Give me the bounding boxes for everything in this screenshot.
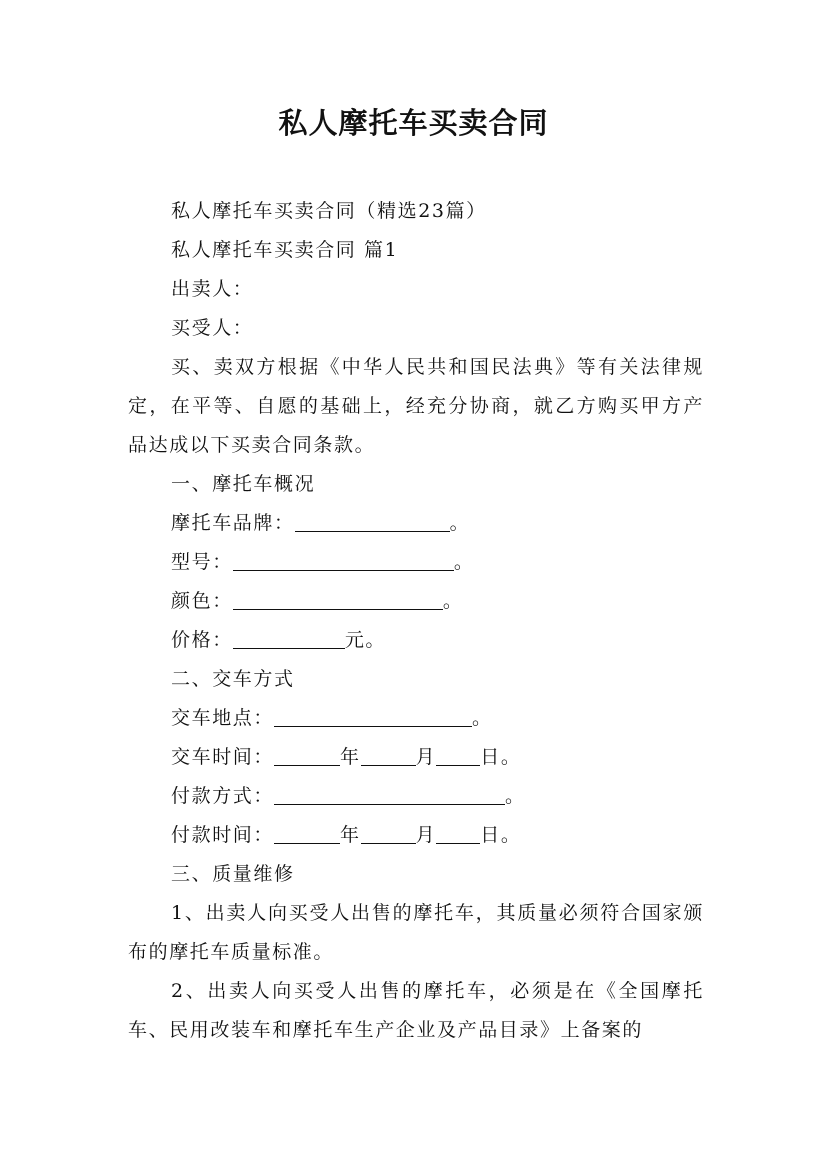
section-title: 私人摩托车买卖合同 篇1	[171, 239, 399, 261]
payment-day-label: 日。	[480, 824, 522, 846]
price-unit: 元。	[344, 629, 387, 651]
delivery-time-line	[128, 738, 704, 777]
payment-month-label: 月	[415, 824, 437, 846]
subtitle: 私人摩托车买卖合同（精选23篇）	[171, 200, 487, 222]
price-line	[128, 621, 704, 660]
brand-label: 摩托车品牌：	[171, 512, 295, 534]
delivery-day-label: 日。	[480, 746, 522, 768]
delivery-time-label: 交车时间：	[171, 746, 275, 768]
price-blank	[233, 628, 345, 649]
buyer-line: 买受人：	[171, 317, 254, 339]
payment-method-period: 。	[505, 785, 526, 807]
payment-year-label: 年	[340, 824, 361, 846]
payment-method-line	[128, 777, 704, 816]
price-label: 价格：	[171, 629, 233, 651]
seller-line: 出卖人：	[171, 278, 254, 300]
document-title: 私人摩托车买卖合同	[278, 106, 549, 140]
section-3-heading: 三、质量维修	[171, 863, 295, 885]
delivery-month-label: 月	[415, 746, 437, 768]
payment-method-label: 付款方式：	[171, 785, 275, 807]
delivery-month-blank	[361, 745, 416, 766]
payment-day-blank	[436, 823, 480, 844]
delivery-place-line	[128, 699, 704, 738]
payment-time-line	[128, 816, 704, 855]
model-line	[128, 543, 704, 582]
color-period: 。	[442, 590, 464, 612]
brand-period: 。	[449, 512, 471, 534]
payment-year-blank	[274, 823, 340, 844]
document-body	[128, 192, 704, 1050]
delivery-year-label: 年	[340, 746, 361, 768]
color-label: 颜色：	[171, 590, 233, 612]
delivery-place-blank	[274, 706, 472, 727]
clause-2: 2、出卖人向买受人出售的摩托车，必须是在《全国摩托车、民用改装车和摩托车生产企业及产品目录》上备案的	[128, 980, 704, 1041]
section-1-heading: 一、摩托车概况	[171, 473, 316, 495]
model-label: 型号：	[171, 551, 233, 573]
brand-blank	[295, 511, 450, 532]
model-period: 。	[453, 551, 475, 573]
delivery-place-period: 。	[472, 707, 493, 729]
brand-line	[128, 504, 704, 543]
color-line	[128, 582, 704, 621]
color-blank	[233, 589, 443, 610]
model-blank	[233, 550, 454, 571]
payment-month-blank	[361, 823, 416, 844]
section-2-heading: 二、交车方式	[171, 668, 295, 690]
delivery-place-label: 交车地点：	[171, 707, 275, 729]
clause-1: 1、出卖人向买受人出售的摩托车，其质量必须符合国家颁布的摩托车质量标准。	[128, 902, 704, 963]
intro-paragraph: 买、卖双方根据《中华人民共和国民法典》等有关法律规定，在平等、自愿的基础上，经充分协商，就乙方购买甲方产品达成以下买卖合同条款。	[128, 356, 704, 456]
delivery-day-blank	[436, 745, 480, 766]
payment-method-blank	[274, 784, 505, 805]
delivery-year-blank	[274, 745, 340, 766]
payment-time-label: 付款时间：	[171, 824, 275, 846]
